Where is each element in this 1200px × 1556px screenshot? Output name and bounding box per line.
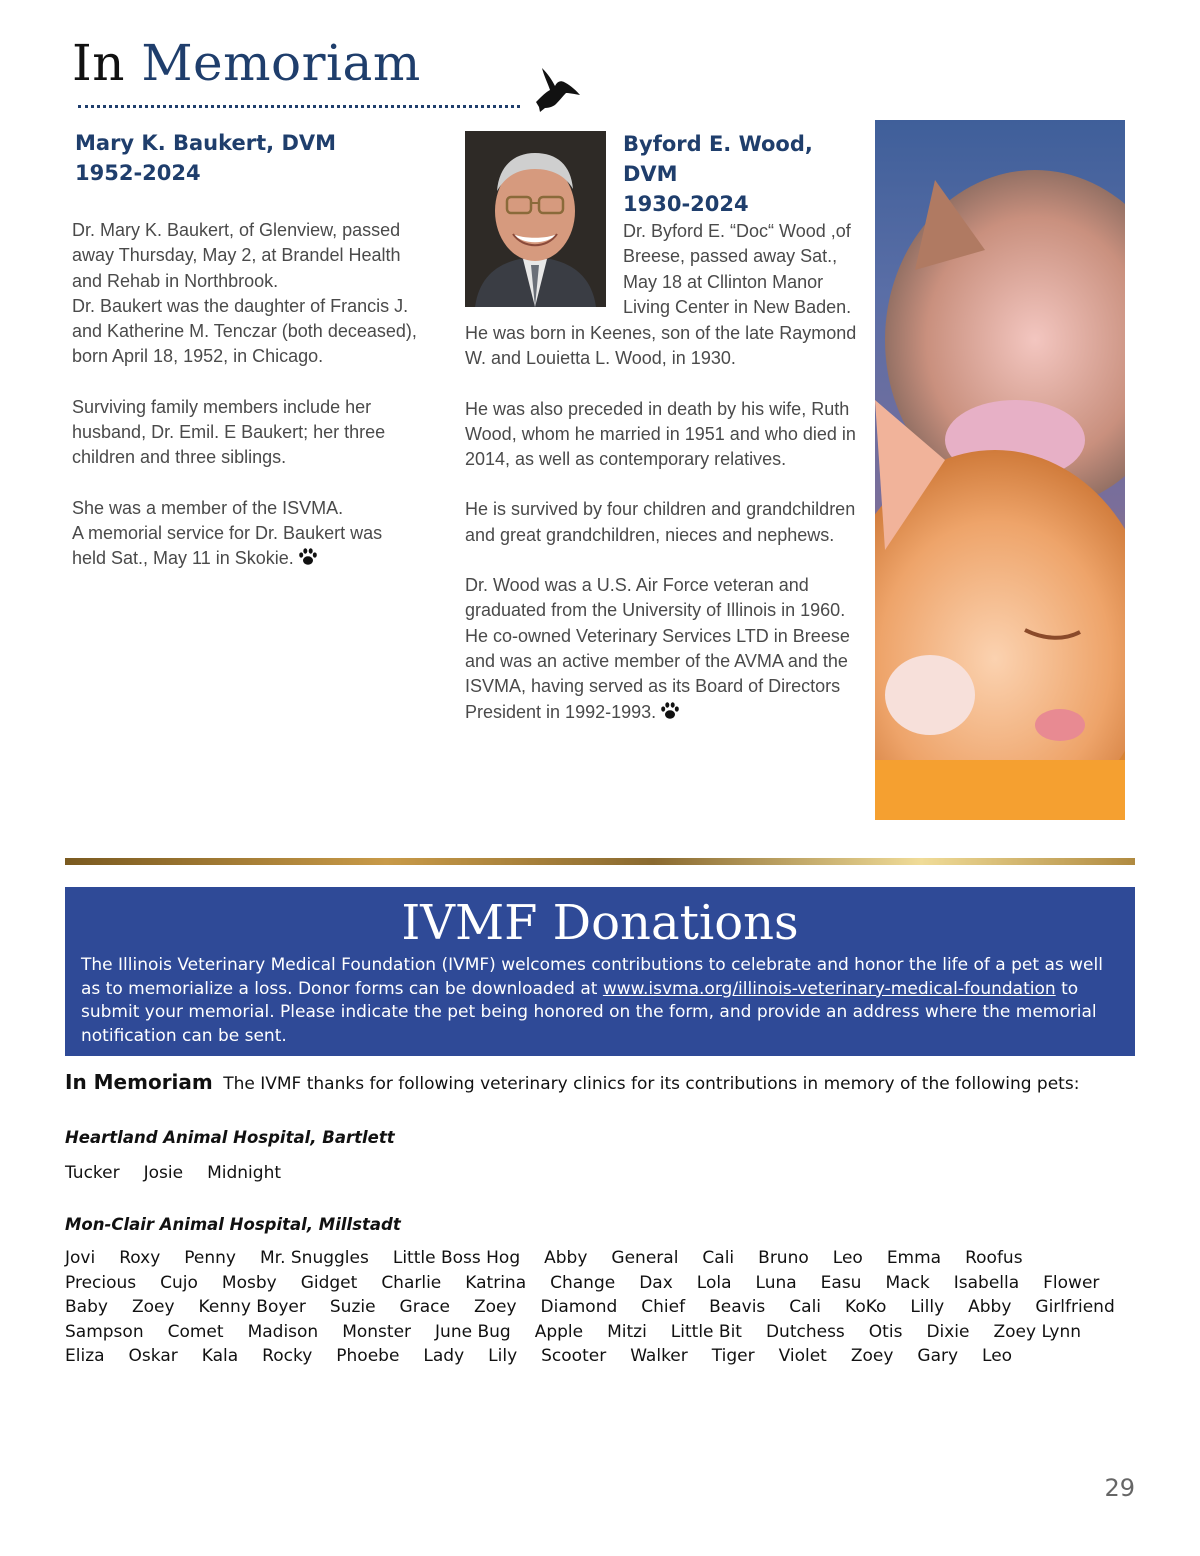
clinic-mon-clair	[65, 1215, 1140, 1369]
pet-name: Lady	[423, 1346, 465, 1367]
memoriam-intro	[65, 1070, 1145, 1094]
obituary-name: Mary K. Baukert, DVM	[75, 131, 337, 155]
pet-name: Sampson	[65, 1321, 144, 1342]
obituary-paragraph: A memorial service for Dr. Baukert was held Sat., May 11 in Skokie.	[72, 522, 383, 569]
pet-name: Josie	[143, 1163, 184, 1183]
pet-name: Dutchess	[765, 1321, 845, 1342]
pet-name: Zoey Lynn	[993, 1321, 1081, 1342]
obituary-wood-body	[465, 321, 865, 725]
page-number: 29	[1104, 1474, 1135, 1502]
pet-name: Comet	[167, 1321, 224, 1342]
pet-name: Little Boss Hog	[392, 1248, 521, 1268]
pet-name: Dixie	[926, 1321, 970, 1342]
pet-name: Katrina	[465, 1272, 527, 1293]
donation-form-link[interactable]: www.isvma.org/illinois-veterinary-medical-foundation	[602, 978, 1056, 999]
pet-name: Tucker	[65, 1163, 120, 1183]
pet-name: Luna	[755, 1272, 797, 1293]
obituary-paragraph: She was a member of the ISVMA.	[72, 497, 344, 518]
pet-name: Change	[550, 1272, 616, 1293]
pet-name: Kala	[201, 1346, 239, 1367]
pet-list	[65, 1246, 1140, 1369]
pet-name: Flower	[1043, 1272, 1100, 1293]
obituary-wood-heading	[623, 129, 873, 219]
pet-name: Cali	[702, 1248, 735, 1268]
pet-name: Monster	[342, 1321, 412, 1342]
pet-name: Walker	[630, 1346, 688, 1367]
pet-name: Girlfriend	[1035, 1297, 1115, 1318]
pet-name: Otis	[868, 1321, 903, 1342]
portrait-illustration	[465, 131, 606, 307]
paw-icon	[660, 701, 680, 721]
pet-name: Zoey	[131, 1297, 175, 1318]
pet-name: Madison	[247, 1321, 319, 1342]
pet-name: Charlie	[381, 1272, 442, 1293]
obituary-paragraph: He was born in Keenes, son of the late Raymond W. and Louietta L. Wood, in 1930.	[465, 323, 857, 369]
donations-text	[81, 954, 1121, 1049]
pet-name: Oskar	[128, 1346, 178, 1367]
pet-name: Abby	[544, 1248, 588, 1268]
pet-name: Cujo	[160, 1272, 198, 1293]
pet-name: Cali	[789, 1297, 822, 1318]
pet-name: General	[611, 1248, 679, 1268]
pet-name: Roxy	[119, 1248, 161, 1268]
pet-name: Beavis	[709, 1297, 766, 1318]
pet-name: Grace	[399, 1297, 450, 1318]
pet-name: June Bug	[435, 1321, 511, 1342]
pet-name: Jovi	[65, 1248, 96, 1268]
memoriam-text: The IVMF thanks for following veterinary clinics for its contributions in memory of the following pets:	[223, 1074, 1080, 1094]
pet-name: Emma	[886, 1248, 942, 1268]
pet-name: Dax	[639, 1272, 673, 1293]
pet-name: Chief	[641, 1297, 686, 1318]
pet-name: KoKo	[845, 1297, 887, 1318]
portrait-byford-wood	[465, 131, 606, 307]
pet-name: Midnight	[207, 1163, 282, 1183]
donations-banner	[65, 887, 1135, 1056]
kittens-illustration	[875, 120, 1125, 820]
bird-icon	[530, 62, 582, 114]
obituary-wood-intro	[623, 219, 868, 320]
pet-name: Leo	[832, 1248, 863, 1268]
pet-name: Suzie	[329, 1297, 376, 1318]
pet-name: Mr. Snuggles	[259, 1248, 369, 1268]
pet-name: Lilly	[910, 1297, 945, 1318]
pet-name: Mack	[885, 1272, 930, 1293]
donations-text-after-link: to submit your memorial. Please indicate the pet being honored on the form, and provide an address where the memorial notification can be sent.	[81, 978, 1097, 1047]
pet-name: Easu	[820, 1272, 862, 1293]
dotted-divider	[78, 105, 520, 108]
kittens-photo	[875, 120, 1125, 820]
obituary-years: 1952-2024	[75, 161, 201, 185]
pet-name: Isabella	[953, 1272, 1020, 1293]
pet-name: Zoey	[473, 1297, 517, 1318]
obituary-paragraph: Dr. Wood was a U.S. Air Force veteran and graduated from the University of Illinois in 1960. He co-owned Veterinary Services LTD in Breese and was an active member of the AVMA and the ISVMA, having served as its Board of Directors President in 1992-1993.	[465, 575, 850, 722]
pet-name: Mitzi	[607, 1321, 647, 1342]
obituary-paragraph: He is survived by four children and grandchildren and great grandchildren, nieces and nephews.	[465, 499, 856, 545]
pet-name: Apple	[534, 1321, 584, 1342]
obituary-baukert-heading	[75, 128, 435, 188]
obituary-paragraph: Dr. Mary K. Baukert, of Glenview, passed away Thursday, May 2, at Brandel Health and Rehab in Northbrook.	[72, 220, 401, 291]
pet-name: Bruno	[758, 1248, 809, 1268]
pet-name: Precious	[65, 1272, 137, 1293]
title-part-memoriam: Memoriam	[141, 34, 421, 92]
pet-name: Roofus	[965, 1248, 1023, 1268]
title-part-in: In	[72, 34, 125, 92]
pet-name: Mosby	[221, 1272, 277, 1293]
pet-name: Leo	[982, 1346, 1013, 1367]
clinic-name: Mon-Clair Animal Hospital, Millstadt	[65, 1215, 401, 1234]
obituary-paragraph: Dr. Baukert was the daughter of Francis J. and Katherine M. Tenczar (both deceased), born April 18, 1952, in Chicago.	[72, 295, 417, 367]
pet-name: Diamond	[540, 1297, 618, 1318]
page-title	[72, 30, 421, 96]
obituary-paragraph: He was also preceded in death by his wife, Ruth Wood, whom he married in 1951 and who died in 2014, as well as contemporary relatives.	[465, 398, 856, 470]
obituary-paragraph: Surviving family members include her husband, Dr. Emil. E Baukert; her three children and three siblings.	[72, 396, 386, 468]
pet-list	[65, 1161, 1135, 1186]
pet-name: Gidget	[300, 1272, 358, 1293]
pet-name: Zoey	[850, 1346, 894, 1367]
pet-name: Baby	[65, 1297, 108, 1318]
obituary-years: 1930-2024	[623, 192, 749, 216]
pet-name: Scooter	[541, 1346, 607, 1367]
pet-name: Lola	[696, 1272, 732, 1293]
pet-name: Kenny Boyer	[198, 1297, 306, 1318]
pet-name: Violet	[778, 1346, 827, 1367]
pet-name: Lily	[488, 1346, 518, 1367]
pet-name: Eliza	[65, 1346, 105, 1367]
pet-name: Abby	[968, 1297, 1012, 1318]
pet-name: Phoebe	[336, 1346, 400, 1367]
clinic-name: Heartland Animal Hospital, Bartlett	[65, 1128, 395, 1147]
obituary-paragraph: Dr. Byford E. “Doc“ Wood ,of Breese, passed away Sat., May 18 at Cllinton Manor Living Center in New Baden.	[623, 221, 852, 317]
memoriam-label: In Memoriam	[65, 1070, 213, 1094]
paw-icon	[298, 547, 318, 567]
obituary-baukert-body	[72, 218, 417, 572]
obituary-name: Byford E. Wood, DVM	[623, 132, 813, 186]
pet-name: Penny	[184, 1248, 236, 1268]
clinic-heartland	[65, 1128, 1135, 1186]
pet-name: Gary	[917, 1346, 959, 1367]
donations-title: IVMF Donations	[401, 895, 799, 951]
donations-text-before-link: The Illinois Veterinary Medical Foundation (IVMF) welcomes contributions to celebrate and honor the life of a pet as well as to memorialize a loss. Donor forms can be downloaded at	[81, 955, 1103, 999]
pet-name: Rocky	[262, 1346, 313, 1367]
pet-name: Tiger	[711, 1346, 755, 1367]
gold-divider	[65, 858, 1135, 865]
pet-name: Little Bit	[670, 1321, 742, 1342]
